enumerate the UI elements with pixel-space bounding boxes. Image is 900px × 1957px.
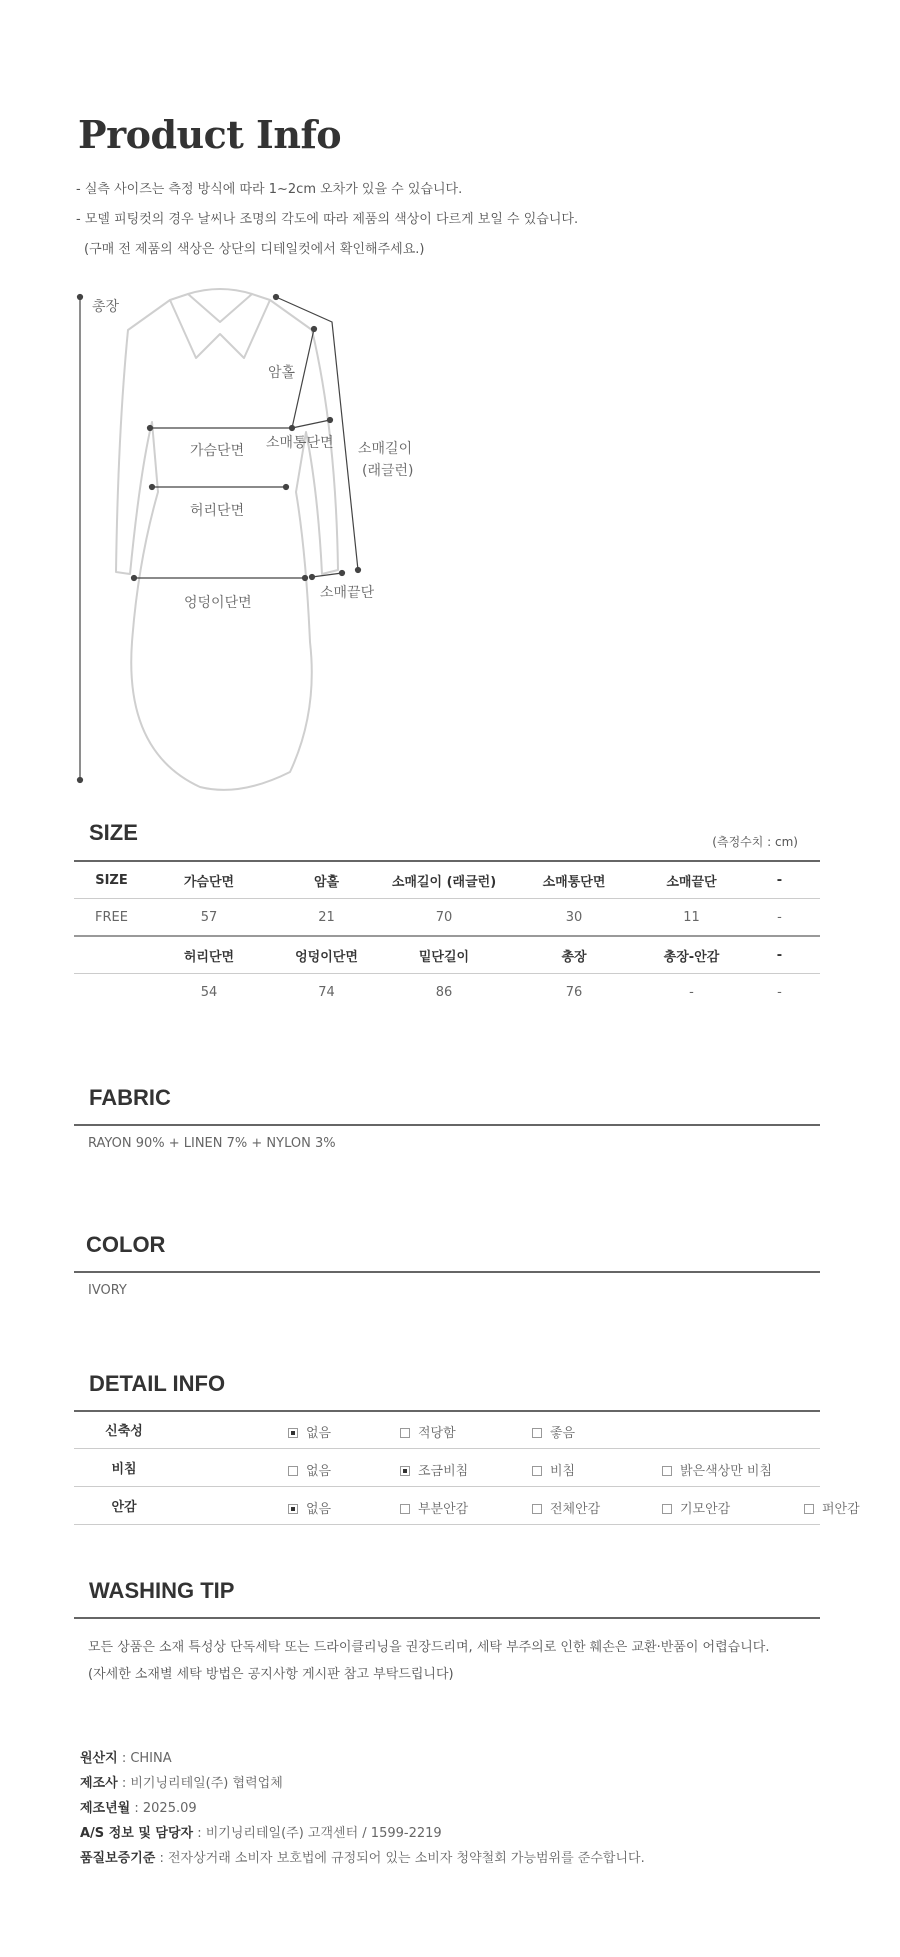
size-cell: 70 [384,899,504,937]
checkbox-icon [662,1504,672,1514]
quality-value: : 전자상거래 소비자 보호법에 규정되어 있는 소비자 청약철회 가능범위를 준수합니다. [155,1851,645,1866]
option-label: 부분안감 [418,1502,469,1517]
detail-row-stretch [74,1411,820,1449]
checkbox-icon [532,1504,542,1514]
detail-row-label: 비침 [74,1449,174,1487]
size-col-header: 암홀 [269,862,384,899]
quality-line [80,1847,645,1866]
size-col-header: 엉덩이단면 [269,936,384,974]
fabric-value: RAYON 90% + LINEN 7% + NYLON 3% [88,1136,336,1151]
checkbox-icon [400,1428,410,1438]
option-stretch-none [288,1422,331,1441]
detail-row-label: 안감 [74,1487,174,1525]
option-label: 비침 [550,1464,576,1479]
dress-outline-illustration [60,282,460,802]
size-unit-note: (측정수치 : cm) [712,835,798,849]
option-label: 없음 [306,1426,332,1441]
option-label: 밝은색상만 비침 [680,1464,773,1479]
date-value: : 2025.09 [130,1801,197,1816]
label-armhole: 암홀 [268,365,296,381]
garment-diagram [60,282,460,802]
date-label: 제조년월 [80,1801,131,1816]
option-sheer-light-colors [662,1460,772,1479]
option-label: 퍼안감 [822,1502,860,1517]
size-col-header: 허리단면 [149,936,269,974]
detail-row-lining [74,1487,820,1525]
option-lining-fleece [662,1498,730,1517]
option-lining-partial [400,1498,468,1517]
size-cell: - [777,984,782,1000]
option-lining-full [532,1498,600,1517]
label-sleeve-width: 소매통단면 [266,435,334,451]
size-value-row-1 [74,899,820,937]
size-col-header: SIZE [74,862,149,899]
option-lining-fur [804,1498,860,1517]
size-section-title: SIZE [89,820,138,845]
washing-divider [74,1617,820,1619]
option-stretch-good [532,1422,575,1441]
size-cell: 76 [565,984,583,1000]
option-sheer-none [288,1460,331,1479]
option-label: 조금비침 [418,1464,469,1479]
option-lining-none [288,1498,331,1517]
option-label: 전체안감 [550,1502,601,1517]
label-waist: 허리단면 [190,503,245,519]
size-cell: 86 [435,984,453,1000]
size-header-row-2 [74,936,820,974]
checkbox-checked-icon [288,1504,298,1514]
size-col-header: 소매끝단 [644,862,739,899]
checkbox-icon [662,1466,672,1476]
option-label: 없음 [306,1502,332,1517]
detail-options [174,1487,860,1525]
page-title: Product Info [78,112,342,157]
option-stretch-moderate [400,1422,456,1441]
size-cell [74,974,149,1011]
notice-line-2: - 모델 피팅컷의 경우 날씨나 조명의 각도에 따라 제품의 색상이 다르게 보일 수 있습니다. [76,212,579,227]
option-label: 기모안감 [680,1502,731,1517]
size-cell: FREE [74,899,149,937]
size-col-header: 총장-안감 [644,936,739,974]
size-col-header: 소매통단면 [504,862,644,899]
option-label: 없음 [306,1464,332,1479]
checkbox-checked-icon [400,1466,410,1476]
size-col-header: 밑단길이 [384,936,504,974]
origin-label: 원산지 [80,1751,118,1766]
origin-value: : CHINA [117,1751,172,1766]
washing-line-2: (자세한 소재별 세탁 방법은 공지사항 게시판 참고 부탁드립니다) [88,1667,454,1682]
fabric-section-title: FABRIC [89,1085,171,1110]
size-cell: 57 [149,899,269,937]
option-sheer-yes [532,1460,575,1479]
detail-table [74,1411,860,1525]
size-cell: 74 [318,984,335,1000]
option-label: 좋음 [550,1426,576,1441]
detail-options [174,1449,820,1487]
checkbox-icon [532,1428,542,1438]
detail-section-title: DETAIL INFO [89,1371,226,1396]
manufacture-date-line [80,1797,197,1816]
as-value: : 비기닝리테일(주) 고객센터 / 1599-2219 [193,1826,442,1841]
notice-line-1: - 실측 사이즈는 측정 방식에 따라 1~2cm 오차가 있을 수 있습니다. [76,182,463,197]
as-label: A/S 정보 및 담당자 [80,1826,194,1841]
checkbox-icon [532,1466,542,1476]
size-table [74,862,820,1010]
detail-row-sheer [74,1449,820,1487]
detail-options [174,1411,820,1449]
detail-row-label: 신축성 [74,1411,174,1449]
checkbox-checked-icon [288,1428,298,1438]
option-label: 적당함 [418,1426,456,1441]
notice-line-3: (구매 전 제품의 색상은 상단의 디테일컷에서 확인해주세요.) [84,242,425,257]
size-col-header: 총장 [504,936,644,974]
size-header-row-1 [74,862,820,899]
color-section-title: COLOR [86,1232,166,1257]
label-cuff: 소매끝단 [320,585,375,601]
color-value: IVORY [88,1283,127,1298]
option-sheer-slight [400,1460,468,1479]
washing-line-1: 모든 상품은 소재 특성상 단독세탁 또는 드라이클리닝을 권장드리며, 세탁 부주의로 인한 훼손은 교환·반품이 어렵습니다. [88,1640,770,1655]
maker-label: 제조사 [80,1776,118,1791]
size-col-header [74,936,149,974]
size-col-header: - [739,862,820,899]
maker-line [80,1772,283,1791]
size-cell: - [689,984,694,1000]
size-cell: - [739,899,820,937]
label-chest: 가슴단면 [190,443,245,459]
label-sleeve-length-note: (래글런) [362,463,414,479]
size-col-header: - [739,936,820,974]
checkbox-icon [288,1466,298,1476]
label-length: 총장 [92,299,120,315]
label-sleeve-length: 소매길이 [358,441,413,457]
checkbox-icon [804,1504,814,1514]
label-hip: 엉덩이단면 [184,595,252,611]
color-divider [74,1271,820,1273]
origin-line [80,1747,172,1766]
size-value-row-2 [74,974,820,1011]
size-col-header: 소매길이 (래글런) [384,862,504,899]
as-info-line [80,1822,442,1841]
size-cell: 11 [644,899,739,937]
size-cell: 54 [200,984,218,1000]
washing-section-title: WASHING TIP [89,1578,235,1603]
size-cell: 30 [504,899,644,937]
size-cell: 21 [269,899,384,937]
maker-value: : 비기닝리테일(주) 협력업체 [117,1776,283,1791]
size-col-header: 가슴단면 [149,862,269,899]
quality-label: 품질보증기준 [80,1851,156,1866]
checkbox-icon [400,1504,410,1514]
fabric-divider [74,1124,820,1126]
